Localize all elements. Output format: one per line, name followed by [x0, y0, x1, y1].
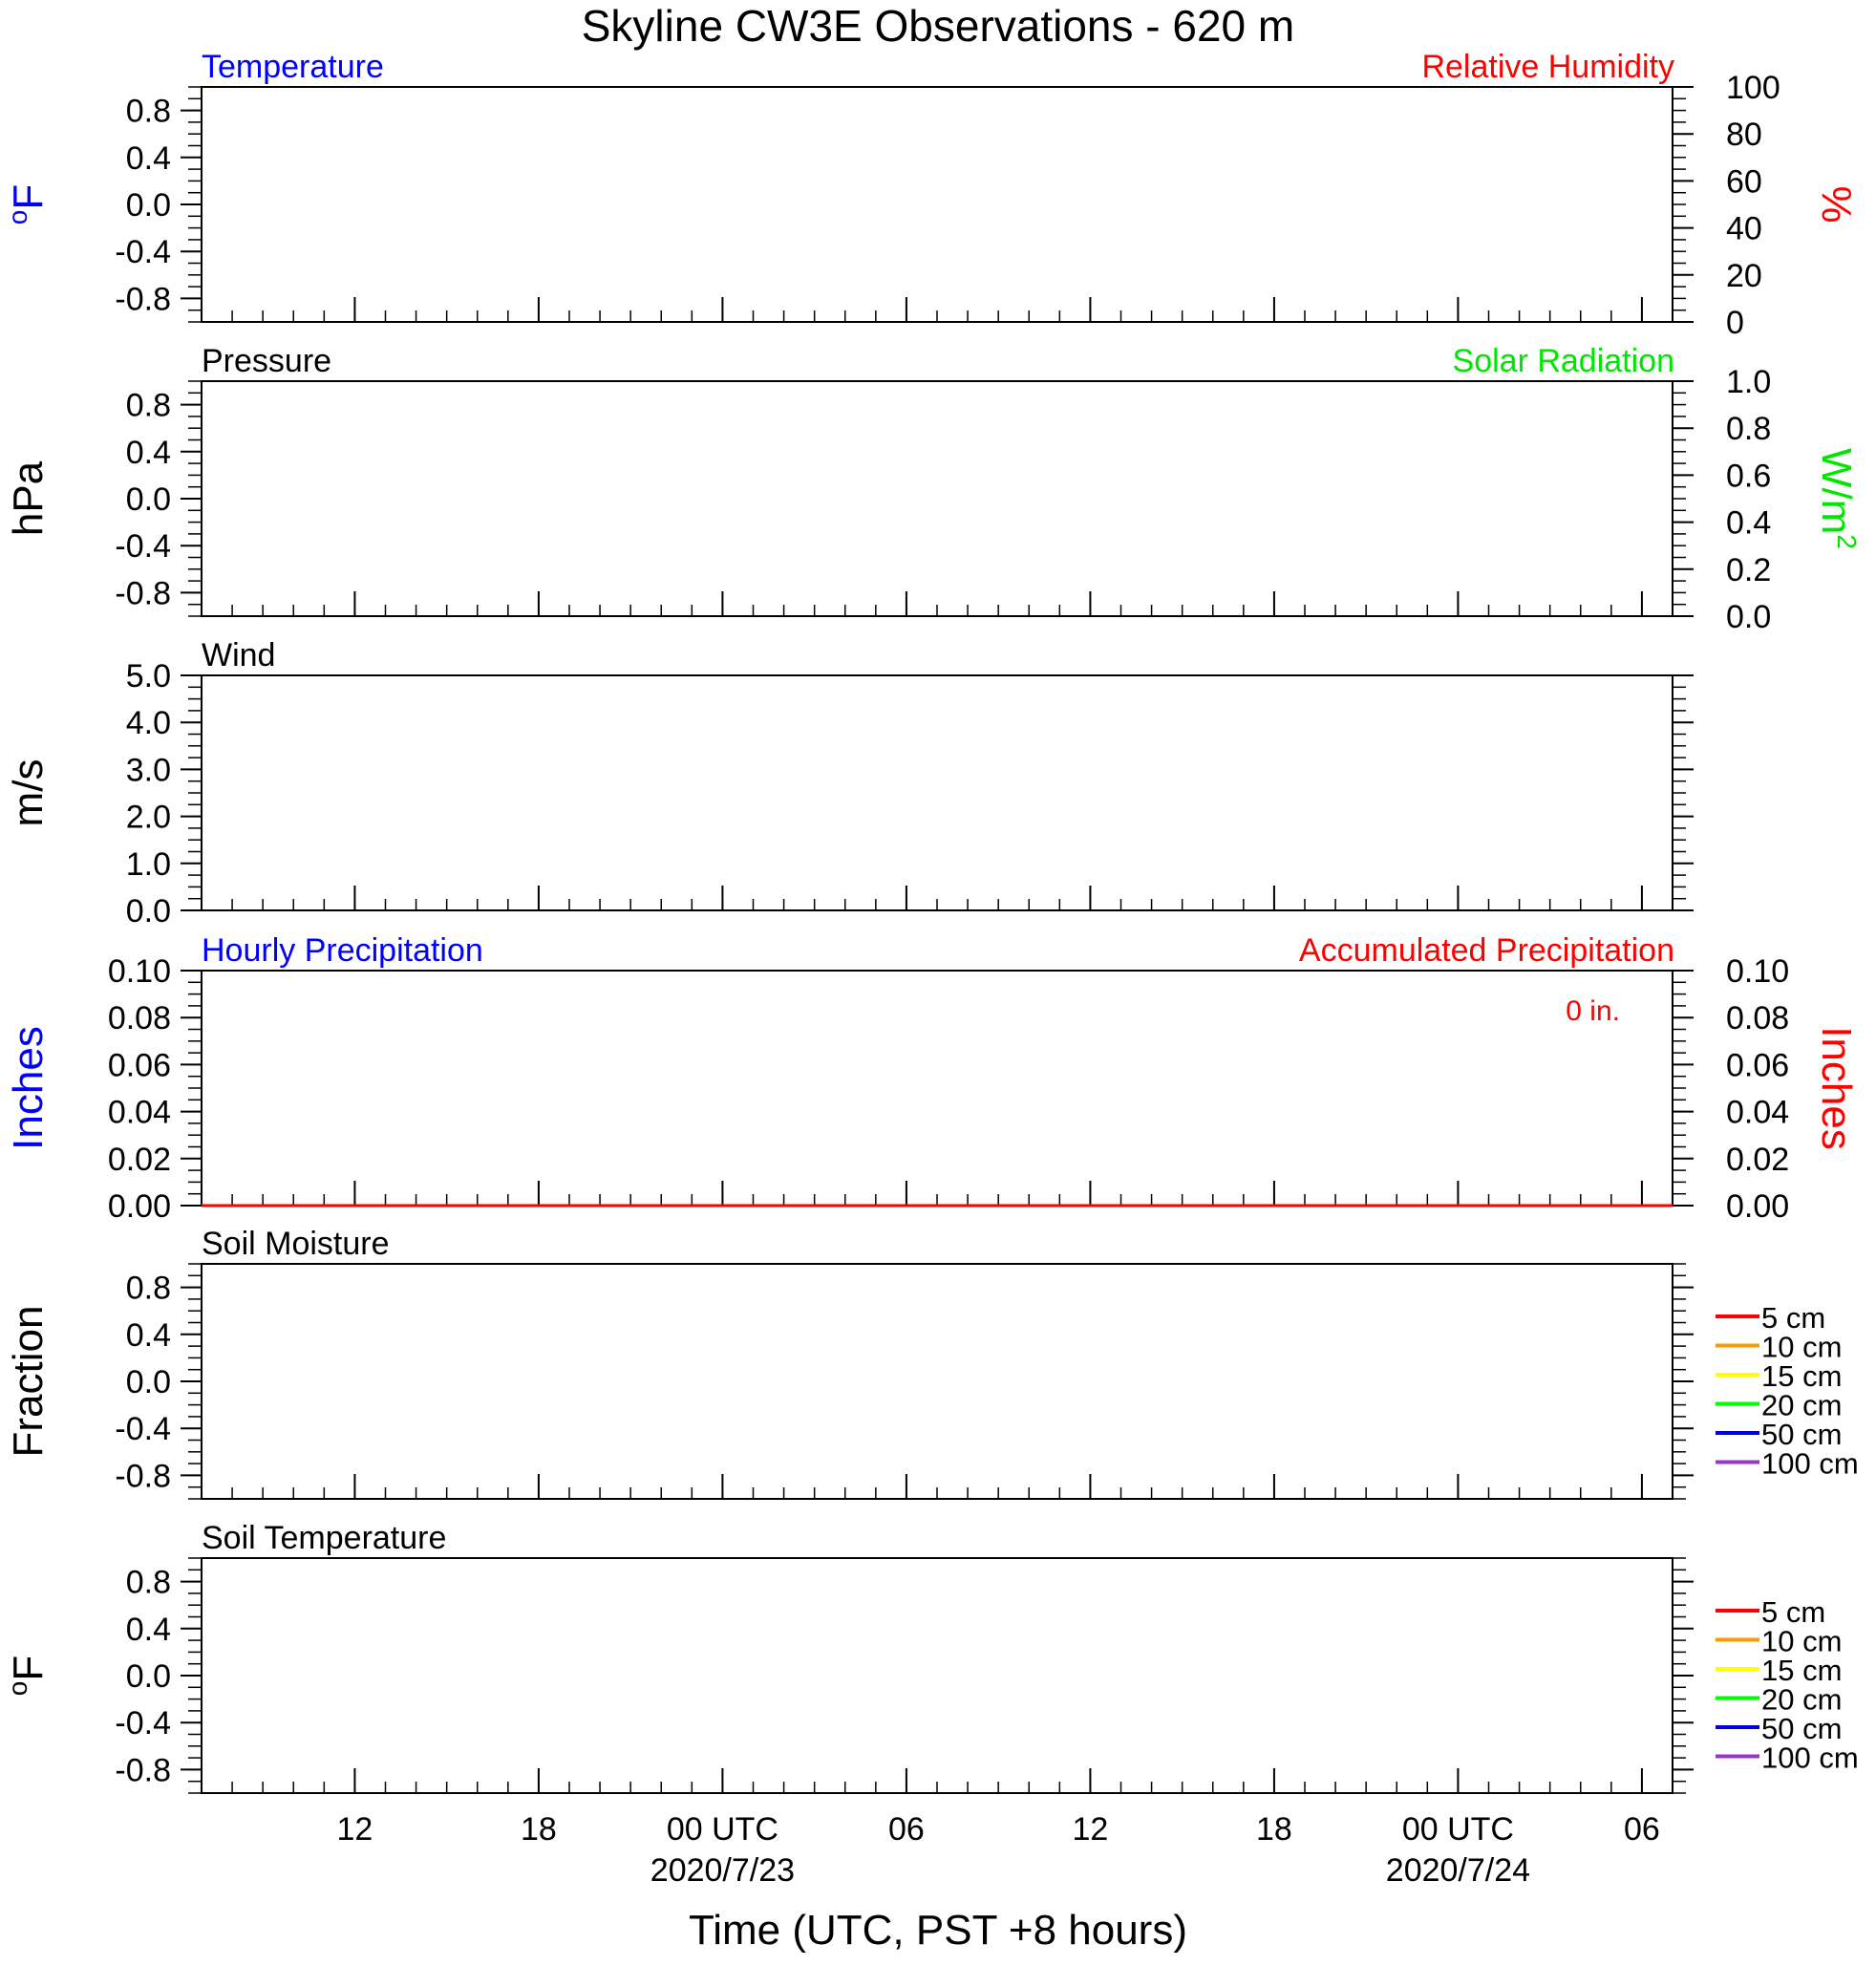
legend-label: 10 cm [1761, 1330, 1843, 1364]
y-right-tick-label: 0.08 [1726, 1000, 1790, 1037]
y-axis-label: m/s [5, 759, 52, 827]
legend-label: 20 cm [1761, 1682, 1843, 1717]
y-tick-label: 0.0 [125, 1658, 171, 1695]
y-tick-label: -0.8 [115, 281, 171, 318]
x-tick-label: 18 [1256, 1811, 1292, 1848]
y-right-tick-label: 0.2 [1726, 551, 1772, 588]
y-right-tick-label: 40 [1726, 210, 1762, 247]
x-tick-label: 12 [336, 1811, 373, 1848]
y-right-tick-label: 0.0 [1726, 599, 1772, 635]
y-tick-label: 4.0 [125, 705, 171, 742]
y-tick-label: 0.4 [125, 1316, 171, 1354]
y-tick-label: 1.0 [125, 845, 171, 883]
y-tick-label: 0.04 [107, 1094, 171, 1131]
y-right-tick-label: 80 [1726, 117, 1762, 154]
legend-label: 5 cm [1761, 1301, 1826, 1335]
accumulated-total-label: 0 in. [1566, 995, 1620, 1027]
x-tick-label: 12 [1072, 1811, 1109, 1848]
panel-title-right: Accumulated Precipitation [1298, 932, 1674, 969]
panel-title-left: Soil Moisture [202, 1226, 390, 1262]
y-tick-label: 0.02 [107, 1141, 171, 1178]
y-tick-label: 0.0 [125, 893, 171, 930]
x-tick-label: 06 [888, 1811, 925, 1848]
panel-title-left: Pressure [202, 343, 332, 379]
y-tick-label: 0.8 [125, 93, 171, 130]
y-right-tick-label: 100 [1726, 70, 1780, 106]
x-tick-label: 06 [1624, 1811, 1660, 1848]
y-tick-label: 0.8 [125, 1270, 171, 1307]
y-tick-label: -0.8 [115, 1752, 171, 1789]
legend-label: 50 cm [1761, 1418, 1843, 1451]
legend-label: 20 cm [1761, 1388, 1843, 1422]
y-tick-label: 2.0 [125, 799, 171, 836]
y-tick-label: 0.0 [125, 187, 171, 224]
legend-label: 5 cm [1761, 1595, 1826, 1629]
y-axis-label: Fraction [5, 1305, 52, 1458]
y-tick-label: 0.06 [107, 1047, 171, 1084]
panel-title-left: Soil Temperature [202, 1520, 447, 1556]
y-tick-label: -0.4 [115, 528, 171, 566]
y-right-tick-label: 60 [1726, 163, 1762, 201]
y-tick-label: 0.4 [125, 1611, 171, 1648]
y-right-tick-label: 0.04 [1726, 1094, 1790, 1131]
y-axis-right-label: $W/m^2$ [1813, 448, 1862, 549]
x-tick-label: 00 UTC [666, 1811, 778, 1848]
y-tick-label: 0.0 [125, 481, 171, 518]
y-tick-label: 0.8 [125, 1564, 171, 1601]
x-tick-date-label: 2020/7/24 [1385, 1852, 1531, 1889]
y-tick-label: -0.4 [115, 1411, 171, 1448]
y-tick-label: -0.4 [115, 1705, 171, 1742]
y-tick-label: 0.0 [125, 1364, 171, 1400]
y-axis-label: $^o$F [3, 183, 52, 225]
y-tick-label: 0.10 [107, 953, 171, 990]
legend-label: 15 cm [1761, 1359, 1843, 1393]
y-tick-label: -0.8 [115, 1458, 171, 1495]
y-axis-right-label: % [1813, 185, 1860, 224]
panel-title-left: Hourly Precipitation [202, 932, 483, 969]
x-tick-label: 18 [521, 1811, 557, 1848]
y-tick-label: 0.08 [107, 1000, 171, 1037]
y-axis-label: Inches [5, 1026, 52, 1150]
y-right-tick-label: 1.0 [1726, 364, 1772, 400]
x-tick-date-label: 2020/7/23 [650, 1852, 796, 1889]
legend-label: 100 cm [1761, 1446, 1859, 1481]
y-tick-label: 0.8 [125, 387, 171, 424]
y-right-tick-label: 0.10 [1726, 953, 1790, 990]
chart-title: Skyline CW3E Observations - 620 m [581, 1, 1295, 51]
y-tick-label: -0.8 [115, 575, 171, 612]
panel-title-left: Temperature [202, 49, 384, 85]
y-axis-right-label: Inches [1813, 1026, 1860, 1150]
y-right-tick-label: 0.6 [1726, 458, 1772, 495]
panel-title-right: Relative Humidity [1421, 49, 1674, 85]
y-axis-label: hPa [5, 460, 52, 537]
y-tick-label: 0.00 [107, 1188, 171, 1225]
y-tick-label: 0.4 [125, 434, 171, 471]
legend-label: 15 cm [1761, 1654, 1843, 1687]
y-tick-label: 3.0 [125, 752, 171, 789]
x-tick-label: 00 UTC [1401, 1811, 1514, 1848]
legend-label: 50 cm [1761, 1712, 1843, 1745]
y-right-tick-label: 0.06 [1726, 1047, 1790, 1084]
y-right-tick-label: 0 [1726, 305, 1744, 341]
y-tick-label: -0.4 [115, 234, 171, 271]
panel-title-right: Solar Radiation [1452, 343, 1674, 379]
y-right-tick-label: 20 [1726, 257, 1762, 294]
y-right-tick-label: 0.02 [1726, 1141, 1790, 1178]
y-right-tick-label: 0.00 [1726, 1188, 1790, 1225]
y-axis-label: $^o$F [3, 1655, 52, 1697]
y-tick-label: 5.0 [125, 658, 171, 695]
y-right-tick-label: 0.4 [1726, 504, 1772, 542]
x-axis-label: Time (UTC, PST +8 hours) [688, 1907, 1188, 1954]
y-right-tick-label: 0.8 [1726, 411, 1772, 448]
panel-title-left: Wind [202, 637, 276, 673]
legend-label: 100 cm [1761, 1741, 1859, 1775]
legend-label: 10 cm [1761, 1624, 1843, 1658]
y-tick-label: 0.4 [125, 139, 171, 177]
